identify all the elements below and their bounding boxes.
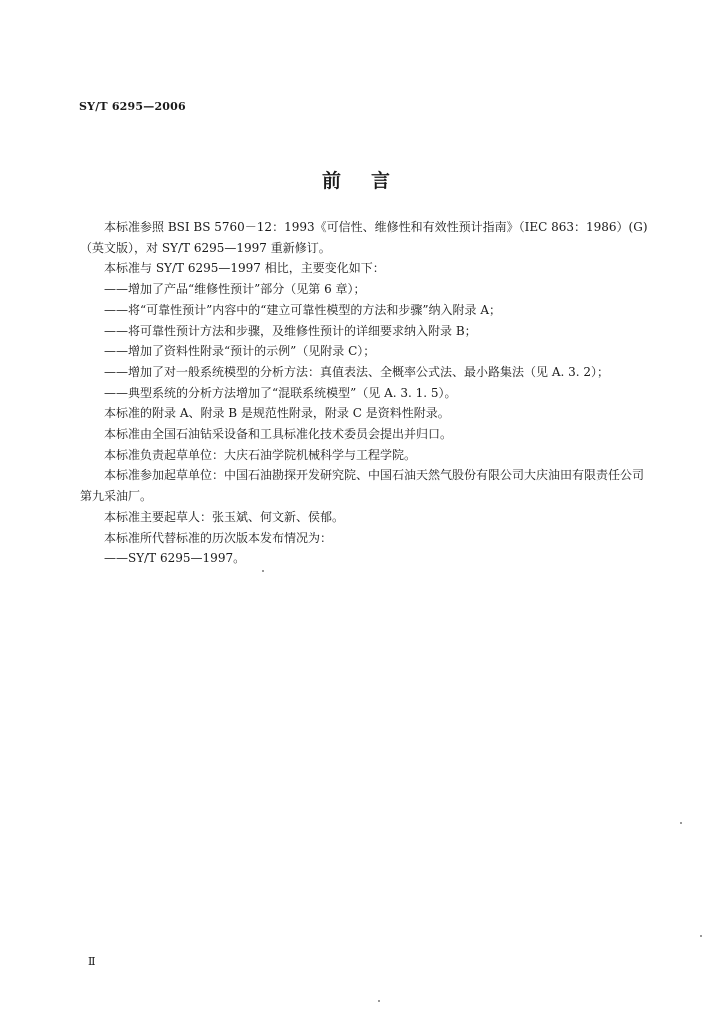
paragraph-proposer: 本标准由全国石油钻采设备和工具标准化技术委员会提出并归口。 xyxy=(104,427,453,442)
change-item: ——将可靠性预计方法和步骤，及维修性预计的详细要求纳入附录 B； xyxy=(104,323,477,338)
paragraph-annexes: 本标准的附录 A、附录 B 是规范性附录，附录 C 是资料性附录。 xyxy=(104,406,450,421)
scan-speck xyxy=(378,1000,380,1002)
change-item: ——增加了资料性附录“预计的示例”（见附录 C）； xyxy=(104,344,376,359)
paragraph-drafting-unit: 本标准负责起草单位：大庆石油学院机械科学与工程学院。 xyxy=(104,447,417,462)
scan-speck xyxy=(700,935,702,937)
standard-code-header: SY/T 6295—2006 xyxy=(79,100,186,113)
page-number: Ⅱ xyxy=(88,955,96,968)
scan-speck xyxy=(262,570,264,572)
change-item: ——增加了产品“维修性预计”部分（见第 6 章）； xyxy=(104,282,366,297)
page-title: 前言 xyxy=(321,170,420,192)
paragraph-drafters: 本标准主要起草人：张玉斌、何文新、侯郁。 xyxy=(104,509,345,524)
change-item: ——将“可靠性预计”内容中的“建立可靠性模型的方法和步骤”纳入附录 A； xyxy=(104,302,502,317)
paragraph-participating-units: 本标准参加起草单位：中国石油勘探开发研究院、中国石油天然气股份有限公司大庆油田有限责任公司第九采油厂。 xyxy=(80,468,645,504)
paragraph-changes-intro: 本标准与 SY/T 6295—1997 相比，主要变化如下： xyxy=(104,261,385,276)
scan-speck xyxy=(680,822,682,824)
change-item: ——增加了对一般系统模型的分析方法：真值表法、全概率公式法、最小路集法（见 A. 3. 2）； xyxy=(104,364,610,379)
paragraph-previous-editions: 本标准所代替标准的历次版本发布情况为： xyxy=(104,530,333,545)
change-item: ——典型系统的分析方法增加了“混联系统模型”（见 A. 3. 1. 5）。 xyxy=(104,385,457,400)
foreword-body xyxy=(80,217,650,569)
paragraph-reference: 本标准参照 BSI BS 5760－12：1993《可信性、维修性和有效性预计指南》（IEC 863：1986）(G)（英文版），对 SY/T 6295—1997 重新修订。 xyxy=(80,220,648,255)
previous-edition-item: ——SY/T 6295—1997。 xyxy=(104,551,246,566)
